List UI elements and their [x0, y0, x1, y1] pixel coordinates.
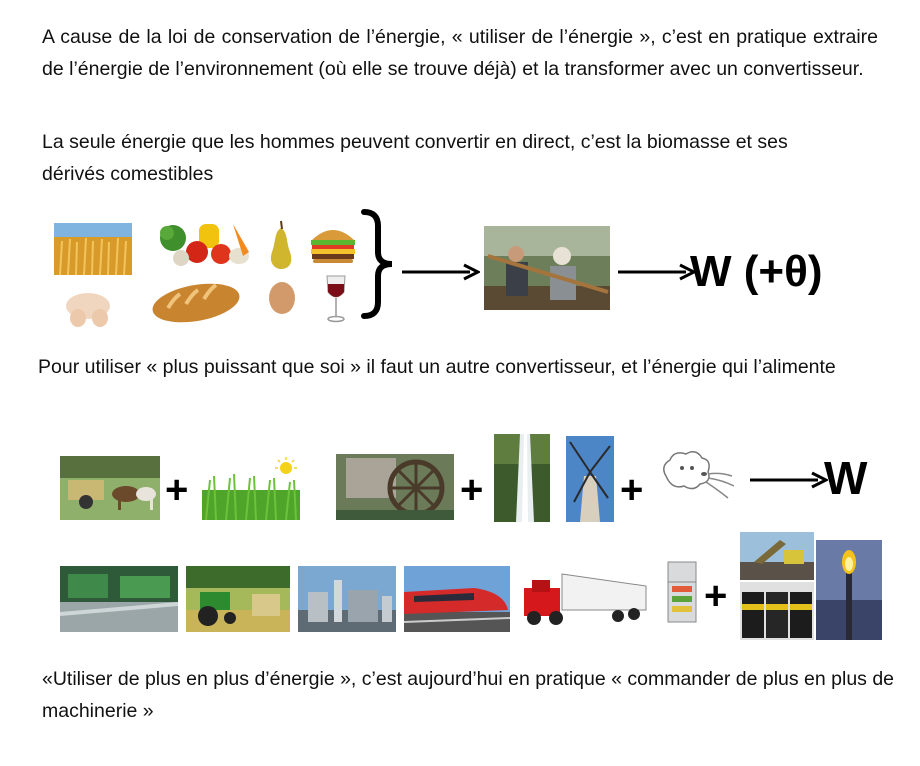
- pear-image: [266, 218, 296, 270]
- egg-image: [266, 278, 298, 316]
- vegetables-image: [155, 218, 251, 268]
- water-wheel-image: [336, 454, 454, 520]
- curly-brace-icon: [358, 208, 398, 320]
- tractor-image: [186, 566, 290, 632]
- red-wine-glass-image: [322, 272, 350, 324]
- gas-flare-image: [816, 540, 882, 640]
- arrow-right-icon: [616, 262, 696, 282]
- chicken-image: [60, 284, 118, 330]
- plus-sign: +: [460, 468, 484, 512]
- red-truck-image: [518, 566, 648, 632]
- biomass-paragraph: La seule énergie que les hommes peuvent convertir en direct, c’est la biomasse et ses dérivés comestibles: [42, 131, 788, 185]
- arrow-right-icon: [748, 470, 828, 490]
- windmill-image: [566, 436, 614, 522]
- horse-cart-image: [60, 456, 160, 520]
- arrow-right-icon: [400, 262, 480, 282]
- machinery-paragraph: «Utiliser de plus en plus d’énergie », c’est aujourd’hui en pratique « commander de plus en plus de machinerie »: [42, 668, 895, 722]
- steel-factory-image: [60, 566, 178, 632]
- converter-paragraph: Pour utiliser « plus puissant que soi » il faut un autre convertisseur, et l’énergie qui l’alimente: [38, 356, 836, 378]
- plus-sign: +: [165, 468, 189, 512]
- waterfall-image: [494, 434, 550, 522]
- industrial-plant-image: [298, 566, 396, 632]
- plus-sign: +: [620, 468, 644, 512]
- wheat-field-image: [54, 223, 132, 275]
- coal-mine-image: [740, 532, 814, 580]
- high-speed-train-image: [404, 566, 510, 632]
- plus-sign: +: [704, 574, 728, 618]
- work-heat-output-label: W (+θ): [690, 247, 823, 296]
- refrigerator-image: [664, 560, 700, 624]
- oil-barrels-image: [740, 582, 814, 640]
- intro-paragraph: A cause de la loi de conservation de l’énergie, « utiliser de l’énergie », c’est en pratique extraire de l’énergie de l’environnement (où elle se trouve déjà) et la transformer avec un convertisseur.: [42, 26, 878, 80]
- hamburger-image: [308, 222, 358, 264]
- bread-image: [150, 278, 242, 326]
- workers-with-pole-image: [484, 226, 610, 310]
- wind-cloud-image: [656, 446, 736, 510]
- grass-sun-image: [202, 456, 300, 520]
- work-output-label: W: [824, 452, 868, 504]
